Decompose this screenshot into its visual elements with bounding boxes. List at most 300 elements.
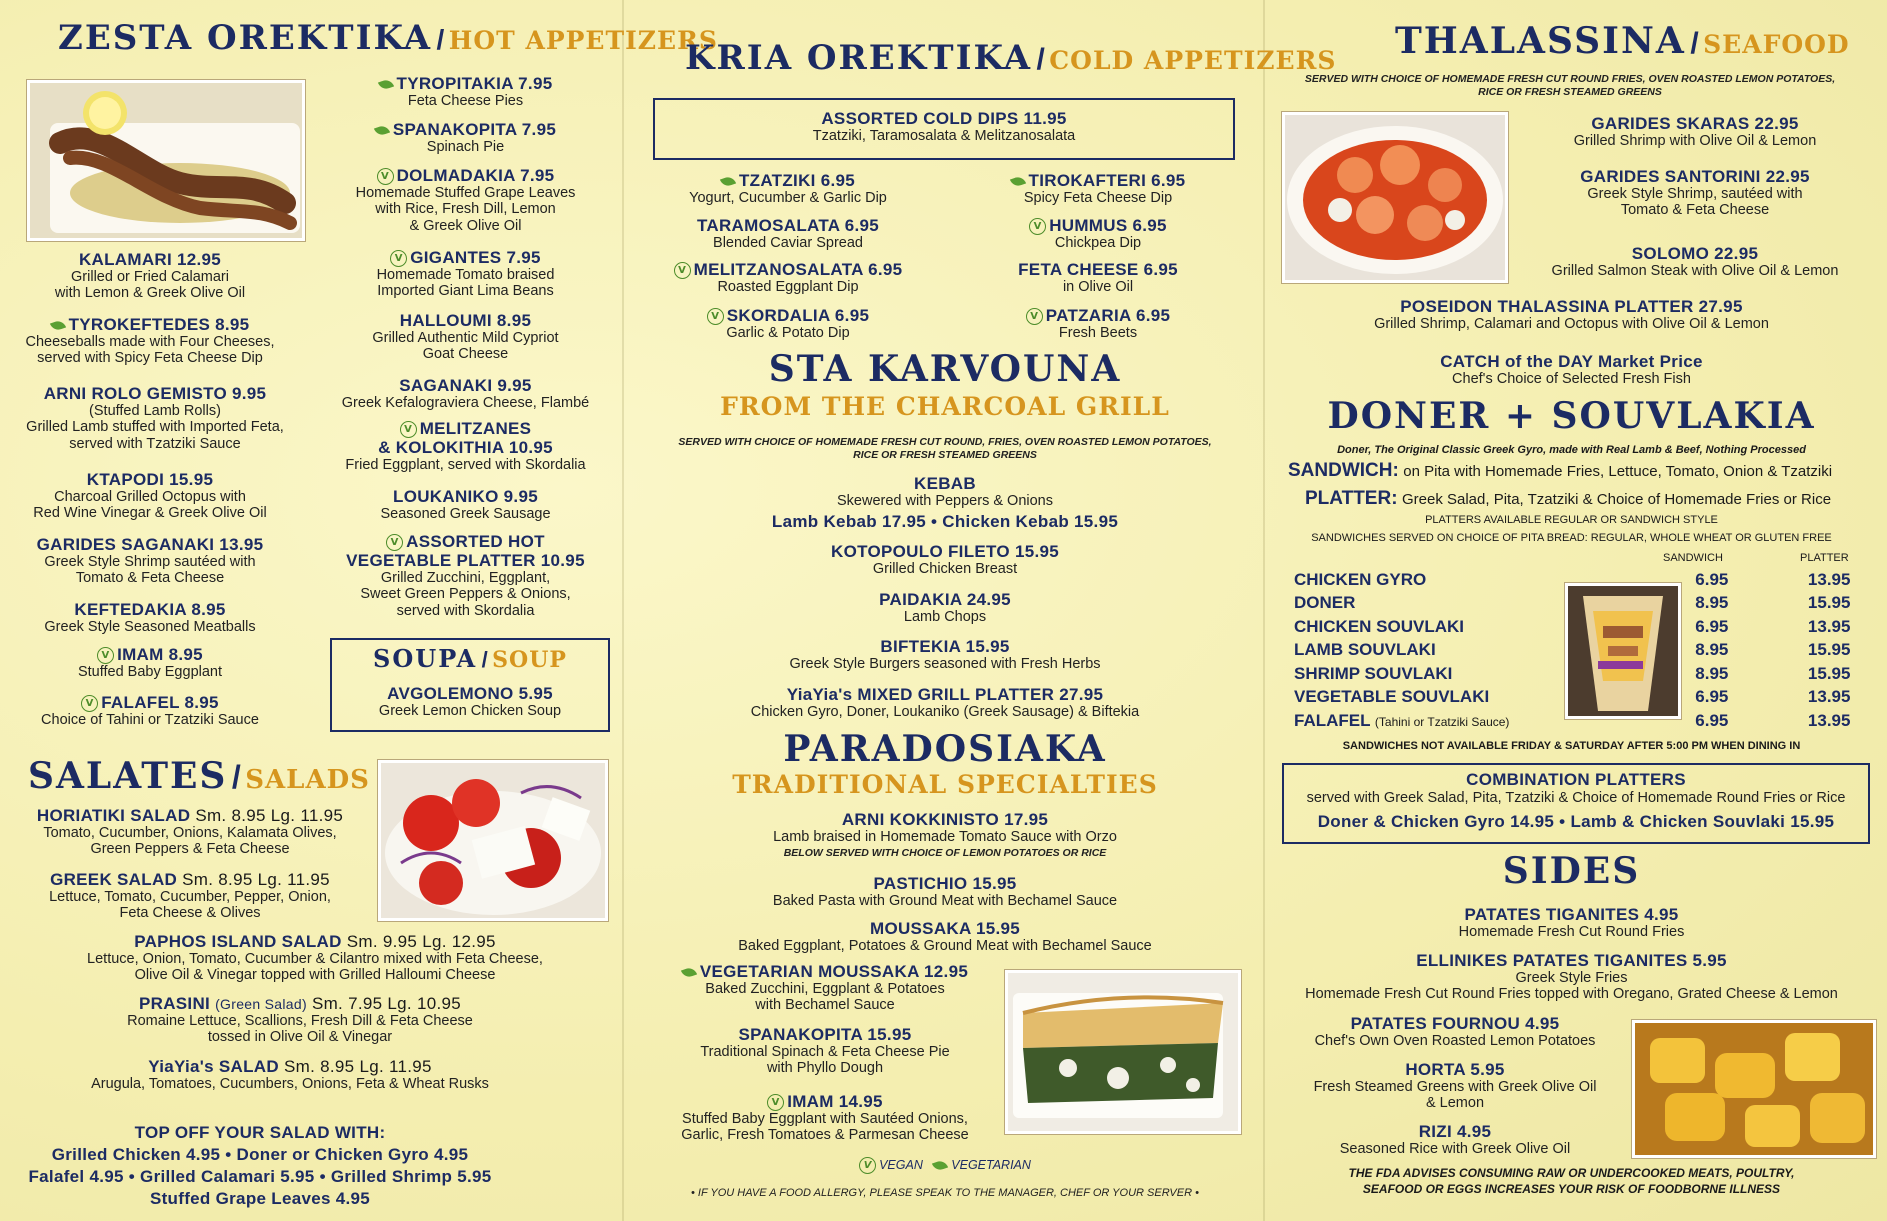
vegetarian-leaf-icon <box>681 966 697 979</box>
item-name <box>630 637 1260 656</box>
item-desc: Seasoned Rice with Greek Olive Oil <box>1339 1141 1571 1158</box>
souvlaki-row <box>1294 568 1887 592</box>
item-desc: Garlic & Potato Dip <box>726 325 850 342</box>
row-sandwich-price: 6.95 <box>1695 569 1729 589</box>
doner-title: DONER + SOUVLAKIA <box>1327 395 1816 437</box>
item-desc: Seasoned Greek Sausage <box>380 506 551 523</box>
vegan-icon: V <box>97 647 114 664</box>
item-name-text: DOLMADAKIA 7.95 <box>396 166 555 185</box>
cold-item <box>948 306 1248 341</box>
platter-line <box>1305 488 1831 510</box>
item-desc: Lamb Chops <box>903 609 987 626</box>
item-desc: Homemade Tomato braised Imported Giant Lima Beans <box>376 267 555 300</box>
hot-item <box>318 376 613 411</box>
item-desc: Lettuce, Tomato, Cucumber, Pepper, Onion, Feta Cheese & Olives <box>49 889 331 922</box>
row-name <box>1294 592 1682 616</box>
item-desc: Homemade Fresh Cut Round Fries <box>1458 924 1685 941</box>
vegan-icon: V <box>390 250 407 267</box>
item-desc: Tomato, Cucumber, Onions, Kalamata Olives, Green Peppers & Feta Cheese <box>43 825 337 858</box>
trad-item <box>630 919 1260 954</box>
combo-line: Doner & Chicken Gyro 14.95 • Lamb & Chicken Souvlaki 15.95 <box>1317 812 1835 832</box>
seafood-subtitle: SEAFOOD <box>1703 30 1850 59</box>
item-desc: Chef's Choice of Selected Fresh Fish <box>1452 371 1691 388</box>
item-name-text: VEGETARIAN MOUSSAKA 12.95 <box>699 962 969 981</box>
item-name <box>318 166 613 185</box>
soup-title: SOUPA <box>373 644 478 673</box>
vegan-icon: V <box>1026 308 1043 325</box>
row-name-text: SHRIMP SOUVLAKI <box>1294 663 1453 683</box>
salad-item <box>80 1057 500 1092</box>
item-price: Sm. 8.95 Lg. 11.95 <box>195 806 344 825</box>
trad-item <box>630 1092 1020 1144</box>
hot-item <box>0 645 300 680</box>
item-name-text: TYROPITAKIA 7.95 <box>396 74 553 93</box>
item-desc: Greek Style Shrimp sautéed with Tomato & Feta Cheese <box>44 554 256 587</box>
item-name-text: TZATZIKI 6.95 <box>739 171 855 190</box>
topoff-block <box>0 1123 520 1208</box>
item-name <box>318 532 613 570</box>
souvlaki-row <box>1294 639 1887 663</box>
side-item <box>1270 905 1873 940</box>
cold-dips-desc: Tzatziki, Taramosalata & Melitzanosalata <box>812 128 1076 145</box>
item-name <box>318 120 613 139</box>
row-name-text: CHICKEN SOUVLAKI <box>1294 616 1465 636</box>
topoff-line-3: Stuffed Grape Leaves 4.95 <box>149 1189 371 1209</box>
vegetarian-leaf-icon <box>374 124 390 137</box>
trad-header <box>630 728 1260 799</box>
item-name <box>0 315 300 334</box>
grill-item <box>630 542 1260 577</box>
doner-note2: PLATTERS AVAILABLE REGULAR OR SANDWICH STYLE <box>1425 514 1718 526</box>
item-name <box>630 685 1260 704</box>
salad-item <box>85 932 545 984</box>
item-name <box>638 306 938 325</box>
item-name-text: LOUKANIKO 9.95 <box>393 487 538 506</box>
item-name-text: GARIDES SAGANAKI 13.95 <box>36 535 264 554</box>
item-name-text: YiaYia's SALAD <box>148 1057 279 1076</box>
item-name-text: KTAPODI 15.95 <box>86 470 214 489</box>
vegan-icon: V <box>377 168 394 185</box>
item-name <box>318 74 613 93</box>
item-name <box>948 260 1248 279</box>
item-desc: Grilled Zucchini, Eggplant, Sweet Green Peppers & Onions, served with Skordalia <box>360 570 571 619</box>
trad-item <box>630 962 1020 1014</box>
row-name-text: DONER <box>1294 593 1356 613</box>
salads-subtitle: SALADS <box>245 765 370 795</box>
soup-item <box>332 684 608 719</box>
item-name-text: PATATES TIGANITES 4.95 <box>1464 905 1679 924</box>
hot-item <box>318 120 613 155</box>
item-desc: Roasted Eggplant Dip <box>717 279 859 296</box>
item-name-text: PASTICHIO 15.95 <box>873 874 1017 893</box>
item-name <box>948 216 1248 235</box>
cold-item <box>638 260 938 295</box>
item-name-text: POSEIDON THALASSINA PLATTER 27.95 <box>1400 297 1743 316</box>
item-price: Sm. 7.95 Lg. 10.95 <box>311 994 462 1013</box>
combo-desc: served with Greek Salad, Pita, Tzatziki & Choice of Homemade Round Fries or Rice <box>1306 790 1846 807</box>
cold-item <box>638 306 938 341</box>
vegan-icon: V <box>1029 218 1046 235</box>
item-desc: Homemade Stuffed Grape Leaves with Rice, Fresh Dill, Lemon & Greek Olive Oil <box>355 185 576 234</box>
item-name <box>1270 951 1873 970</box>
grill-item <box>630 590 1260 625</box>
item-desc: Romaine Lettuce, Scallions, Fresh Dill & Feta Cheese tossed in Olive Oil & Vinegar <box>127 1013 473 1046</box>
panel-left <box>0 0 718 1221</box>
vegan-icon: V <box>400 421 417 438</box>
grill-note: SERVED WITH CHOICE OF HOMEMADE FRESH CUT ROUND, FRIES, OVEN ROASTED LEMON POTATOES, RICE OR FRESH STEAMED GREENS <box>678 436 1212 462</box>
octopus-photo <box>27 80 305 241</box>
item-name-text: ARNI KOKKINISTO 17.95 <box>841 810 1049 829</box>
item-name-text: RIZI 4.95 <box>1418 1122 1492 1141</box>
item-name <box>948 171 1248 190</box>
soup-header <box>332 644 608 673</box>
souvlaki-table <box>1294 568 1887 733</box>
item-name-text: KEBAB <box>914 474 976 493</box>
trad-item <box>630 810 1260 860</box>
item-name <box>0 645 300 664</box>
item-name <box>318 248 613 267</box>
item-name-text: FALAFEL 8.95 <box>101 693 219 712</box>
seafood-item <box>1270 352 1873 387</box>
sandwich-text: on Pita with Homemade Fries, Lettuce, Tomato, Onion & Tzatziki <box>1403 463 1833 480</box>
item-name <box>0 870 380 889</box>
hot-item <box>318 248 613 300</box>
soup-desc: Greek Lemon Chicken Soup <box>378 703 562 720</box>
souvlaki-row <box>1294 615 1887 639</box>
soup-name: AVGOLEMONO 5.95 <box>387 684 553 703</box>
item-name <box>1270 1060 1640 1079</box>
cold-dips-name: ASSORTED COLD DIPS 11.95 <box>821 109 1067 128</box>
item-desc: Greek Style Fries Homemade Fresh Cut Round Fries topped with Oregano, Grated Cheese & Lemon <box>1305 970 1838 1003</box>
cold-item <box>948 216 1248 251</box>
item-name <box>630 542 1260 561</box>
item-price: Sm. 8.95 Lg. 11.95 <box>283 1057 432 1076</box>
item-desc: Grilled or Fried Calamari with Lemon & Greek Olive Oil <box>54 269 246 302</box>
item-name-text: SAGANAKI 9.95 <box>399 376 532 395</box>
item-desc: Greek Style Burgers seasoned with Fresh Herbs <box>789 656 1101 673</box>
combo-item <box>1284 770 1868 831</box>
salads-slash: / <box>231 759 241 795</box>
topoff-title: TOP OFF YOUR SALAD WITH: <box>134 1123 386 1142</box>
vegetarian-leaf-icon <box>720 175 736 188</box>
vegan-icon: V <box>386 534 403 551</box>
vegetarian-leaf-icon <box>49 319 65 332</box>
grill-header <box>630 348 1260 421</box>
doner-footnote: SANDWICHES NOT AVAILABLE FRIDAY & SATURDAY AFTER 5:00 PM WHEN DINING IN <box>1342 740 1801 752</box>
item-name-text: CATCH of the DAY Market Price <box>1440 352 1703 371</box>
item-name <box>1510 244 1880 263</box>
row-sandwich-price: 6.95 <box>1695 687 1729 707</box>
cold-dips-box <box>653 98 1235 160</box>
item-desc: Lettuce, Onion, Tomato, Cucumber & Cilantro mixed with Feta Cheese, Olive Oil & Vinegar topped with Grilled Halloumi Cheese <box>87 951 543 984</box>
item-desc: Traditional Spinach & Feta Cheese Pie with Phyllo Dough <box>700 1044 950 1077</box>
vegan-icon: V <box>767 1094 784 1111</box>
cold-slash: / <box>1036 43 1045 76</box>
item-note: BELOW SERVED WITH CHOICE OF LEMON POTATOES OR RICE <box>783 847 1107 860</box>
item-name-text: GARIDES SANTORINI 22.95 <box>1580 167 1810 186</box>
hot-item <box>318 487 613 522</box>
item-desc: Fresh Beets <box>1058 325 1138 342</box>
cold-subtitle: COLD APPETIZERS <box>1049 46 1337 75</box>
combo-title: COMBINATION PLATTERS <box>1466 770 1686 789</box>
item-name <box>0 250 300 269</box>
panel-right <box>1270 0 1887 1221</box>
trad-item <box>630 1025 1020 1077</box>
row-name <box>1294 568 1682 592</box>
side-item <box>1270 1122 1640 1157</box>
item-name-text: MELITZANES & KOLOKITHIA 10.95 <box>378 419 553 458</box>
row-name-text: CHICKEN GYRO <box>1294 569 1427 589</box>
item-desc: Chef's Own Oven Roasted Lemon Potatoes <box>1314 1033 1596 1050</box>
item-name-text: MELITZANOSALATA 6.95 <box>693 260 903 279</box>
item-desc: Grilled Shrimp, Calamari and Octopus with Olive Oil & Lemon <box>1374 316 1769 333</box>
item-name-text: IMAM 8.95 <box>117 645 203 664</box>
item-desc: Skewered with Peppers & Onions <box>837 493 1053 510</box>
souvlaki-row <box>1294 662 1887 686</box>
fda-note: THE FDA ADVISES CONSUMING RAW OR UNDERCOOKED MEATS, POULTRY, SEAFOOD OR EGGS INCREASES YOUR RISK OF FOODBORNE ILLNESS <box>1348 1166 1795 1196</box>
sandwich-line <box>1288 460 1832 482</box>
row-platter-price: 13.95 <box>1807 569 1851 589</box>
spanakopita-photo <box>1005 970 1241 1134</box>
row-platter-price: 15.95 <box>1807 593 1851 613</box>
row-sandwich-price: 8.95 <box>1695 663 1729 683</box>
cold-item <box>948 260 1248 295</box>
item-name-text: SOLOMO 22.95 <box>1631 244 1759 263</box>
item-desc: Greek Style Seasoned Meatballs <box>44 619 256 636</box>
row-extra: (Tahini or Tzatziki Sauce) <box>1374 714 1510 729</box>
item-name <box>1270 1122 1640 1141</box>
soup-subtitle: SOUP <box>492 647 567 673</box>
item-desc: Grilled Authentic Mild Cypriot Goat Cheese <box>372 330 559 363</box>
grill-item <box>630 685 1260 720</box>
item-desc: Fresh Steamed Greens with Greek Olive Oil & Lemon <box>1313 1079 1597 1112</box>
grill-item <box>630 637 1260 672</box>
item-desc: Lamb braised in Homemade Tomato Sauce with Orzo <box>773 829 1117 846</box>
cold-appetizers-header <box>685 38 1336 78</box>
item-name <box>1270 297 1873 316</box>
item-desc: Baked Eggplant, Potatoes & Ground Meat with Bechamel Sauce <box>738 938 1152 955</box>
soup-box <box>330 638 610 732</box>
legend-vegan-label: VEGAN <box>879 1157 923 1172</box>
hot-item <box>0 315 300 367</box>
diet-legend <box>630 1157 1260 1174</box>
item-name <box>0 806 380 825</box>
item-name-text: PATATES FOURNOU 4.95 <box>1350 1014 1560 1033</box>
grill-title: STA KARVOUNA <box>768 348 1122 390</box>
doner-note: Doner, The Original Classic Greek Gyro, made with Real Lamb & Beef, Nothing Processed <box>1337 444 1806 456</box>
seafood-header <box>1395 20 1850 62</box>
greek-salad-photo <box>378 760 608 921</box>
row-sandwich-price: 8.95 <box>1695 640 1729 660</box>
item-desc: Grilled Salmon Steak with Olive Oil & Lemon <box>1551 263 1839 280</box>
item-name-text: PRASINI <box>138 994 211 1013</box>
item-desc: Chicken Gyro, Doner, Loukaniko (Greek Sausage) & Biftekia <box>750 704 1140 721</box>
topoff-line-2: Falafel 4.95 • Grilled Calamari 5.95 • Grilled Shrimp 5.95 <box>28 1167 492 1187</box>
item-name-text: ASSORTED HOT VEGETABLE PLATTER 10.95 <box>346 532 585 571</box>
item-line: Lamb Kebab 17.95 • Chicken Kebab 15.95 <box>771 512 1119 532</box>
item-extra: (Green Salad) <box>215 996 307 1012</box>
row-name <box>1294 709 1682 733</box>
item-desc: Arugula, Tomatoes, Cucumbers, Onions, Feta & Wheat Rusks <box>91 1076 489 1093</box>
item-name-text: KALAMARI 12.95 <box>78 250 222 269</box>
doner-note3: SANDWICHES SERVED ON CHOICE OF PITA BREAD: REGULAR, WHOLE WHEAT OR GLUTEN FREE <box>1311 532 1832 544</box>
item-name <box>0 600 300 619</box>
hot-title: ZESTA OREKTIKA <box>58 18 433 58</box>
item-name <box>638 216 938 235</box>
item-desc: Baked Zucchini, Eggplant & Potatoes with Bechamel Sauce <box>705 981 945 1014</box>
seafood-item <box>1270 297 1873 332</box>
hot-item <box>318 166 613 234</box>
vegan-icon: V <box>674 262 691 279</box>
item-name <box>80 1057 500 1076</box>
item-name <box>630 590 1260 609</box>
item-name-text: PATZARIA 6.95 <box>1045 306 1171 325</box>
item-name-text: PAIDAKIA 24.95 <box>879 590 1011 609</box>
row-platter-price: 13.95 <box>1807 710 1851 730</box>
item-name <box>0 470 300 489</box>
item-name <box>630 810 1260 829</box>
item-name <box>630 962 1020 981</box>
item-name <box>85 932 545 951</box>
cold-item <box>638 171 938 206</box>
item-desc: Grilled Shrimp with Olive Oil & Lemon <box>1573 133 1817 150</box>
item-name-text: SKORDALIA 6.95 <box>726 306 870 325</box>
item-desc: Cheeseballs made with Four Cheeses, served with Spicy Feta Cheese Dip <box>25 334 275 367</box>
sides-header <box>1270 850 1873 892</box>
vegetarian-leaf-icon <box>377 78 393 91</box>
trad-item <box>630 874 1260 909</box>
cold-dips-item <box>655 109 1233 144</box>
item-name-text: SPANAKOPITA 7.95 <box>392 120 557 139</box>
cold-item <box>638 216 938 251</box>
item-desc: Feta Cheese Pies <box>407 93 524 110</box>
row-name-text: LAMB SOUVLAKI <box>1294 640 1436 660</box>
item-desc: Grilled Chicken Breast <box>872 561 1018 578</box>
side-item <box>1270 1060 1640 1112</box>
row-name-text: VEGETABLE SOUVLAKI <box>1294 687 1490 707</box>
item-name <box>630 474 1260 493</box>
item-name-text: IMAM 14.95 <box>787 1092 883 1111</box>
hot-appetizers-header <box>58 18 718 58</box>
item-name <box>0 384 310 403</box>
item-desc: (Stuffed Lamb Rolls) Grilled Lamb stuffed with Imported Feta, served with Tzatziki Sauce <box>26 403 284 452</box>
item-name-text: ELLINIKES PATATES TIGANITES 5.95 <box>1416 951 1727 970</box>
salads-title: SALATES <box>28 755 228 797</box>
item-name <box>630 1025 1020 1044</box>
item-name <box>318 376 613 395</box>
salad-item <box>90 994 510 1046</box>
hot-slash: / <box>436 24 445 55</box>
item-name <box>318 311 613 330</box>
item-name-text: SPANAKOPITA 15.95 <box>738 1025 912 1044</box>
item-desc: Spicy Feta Cheese Dip <box>1023 190 1173 207</box>
item-desc: Greek Kefalograviera Cheese, Flambé <box>341 395 590 412</box>
hot-item <box>0 250 300 302</box>
hot-item <box>0 600 300 635</box>
item-name <box>638 171 938 190</box>
souvlaki-row <box>1294 592 1887 616</box>
item-name <box>1270 352 1873 371</box>
item-name <box>318 487 613 506</box>
side-item <box>1270 951 1873 1003</box>
doner-header <box>1270 395 1873 437</box>
item-desc: Stuffed Baby Eggplant <box>77 664 223 681</box>
trad-subtitle: TRADITIONAL SPECIALTIES <box>732 770 1158 799</box>
row-sandwich-price: 6.95 <box>1695 710 1729 730</box>
row-name <box>1294 686 1682 710</box>
item-desc: Stuffed Baby Eggplant with Sautéed Onions, Garlic, Fresh Tomatoes & Parmesan Cheese <box>681 1111 969 1144</box>
salad-item <box>0 806 380 858</box>
potatoes-photo <box>1632 1020 1876 1158</box>
item-desc: Baked Pasta with Ground Meat with Bechamel Sauce <box>772 893 1118 910</box>
vegan-icon: V <box>859 1157 876 1174</box>
hot-item <box>318 419 613 473</box>
item-price: Sm. 8.95 Lg. 11.95 <box>182 870 330 889</box>
seafood-title: THALASSINA <box>1395 20 1686 62</box>
row-sandwich-price: 6.95 <box>1695 616 1729 636</box>
trad-title: PARADOSIAKA <box>783 728 1107 770</box>
grill-subtitle: FROM THE CHARCOAL GRILL <box>720 392 1170 421</box>
seafood-slash: / <box>1690 27 1699 60</box>
row-platter-price: 13.95 <box>1807 687 1851 707</box>
combo-box <box>1282 763 1870 844</box>
item-name <box>1510 167 1880 186</box>
item-desc: Chickpea Dip <box>1054 235 1142 252</box>
item-name <box>318 419 613 457</box>
col-sandwich: SANDWICH <box>1663 552 1723 564</box>
hot-item <box>0 470 300 522</box>
vegan-icon: V <box>81 695 98 712</box>
souvlaki-row <box>1294 686 1887 710</box>
item-name-text: YiaYia's MIXED GRILL PLATTER 27.95 <box>786 685 1104 704</box>
item-name-text: KEFTEDAKIA 8.95 <box>74 600 226 619</box>
hot-item <box>0 693 300 728</box>
salads-header <box>28 755 370 797</box>
seafood-item <box>1510 114 1880 149</box>
vegetarian-leaf-icon <box>932 1159 948 1172</box>
item-name <box>1270 1014 1640 1033</box>
hot-item <box>318 74 613 109</box>
item-desc: Greek Style Shrimp, sautéed with Tomato & Feta Cheese <box>1587 186 1803 219</box>
row-name <box>1294 639 1682 663</box>
item-name <box>638 260 938 279</box>
vegetarian-leaf-icon <box>1009 175 1025 188</box>
item-desc: Blended Caviar Spread <box>713 235 863 252</box>
item-name-text: GARIDES SKARAS 22.95 <box>1591 114 1799 133</box>
seafood-item <box>1510 167 1880 219</box>
item-desc: Yogurt, Cucumber & Garlic Dip <box>689 190 887 207</box>
row-name-text: FALAFEL <box>1294 710 1371 730</box>
item-name <box>90 994 510 1013</box>
row-sandwich-price: 8.95 <box>1695 593 1729 613</box>
platter-label: PLATTER: <box>1305 488 1398 509</box>
item-name-text: HORIATIKI SALAD <box>36 806 191 825</box>
item-name <box>1510 114 1880 133</box>
item-name <box>948 306 1248 325</box>
col-platter: PLATTER <box>1800 552 1849 564</box>
grill-item <box>630 474 1260 531</box>
item-name-text: TARAMOSALATA 6.95 <box>696 216 880 235</box>
item-price: Sm. 9.95 Lg. 12.95 <box>346 932 496 951</box>
item-name <box>0 693 300 712</box>
item-name <box>630 1092 1020 1111</box>
row-platter-price: 15.95 <box>1807 640 1851 660</box>
item-name-text: PAPHOS ISLAND SALAD <box>134 932 342 951</box>
item-name-text: TYROKEFTEDES 8.95 <box>68 315 250 334</box>
item-name <box>630 919 1260 938</box>
sandwich-label: SANDWICH: <box>1288 460 1399 481</box>
legend-vegetarian-label: VEGETARIAN <box>951 1157 1031 1172</box>
